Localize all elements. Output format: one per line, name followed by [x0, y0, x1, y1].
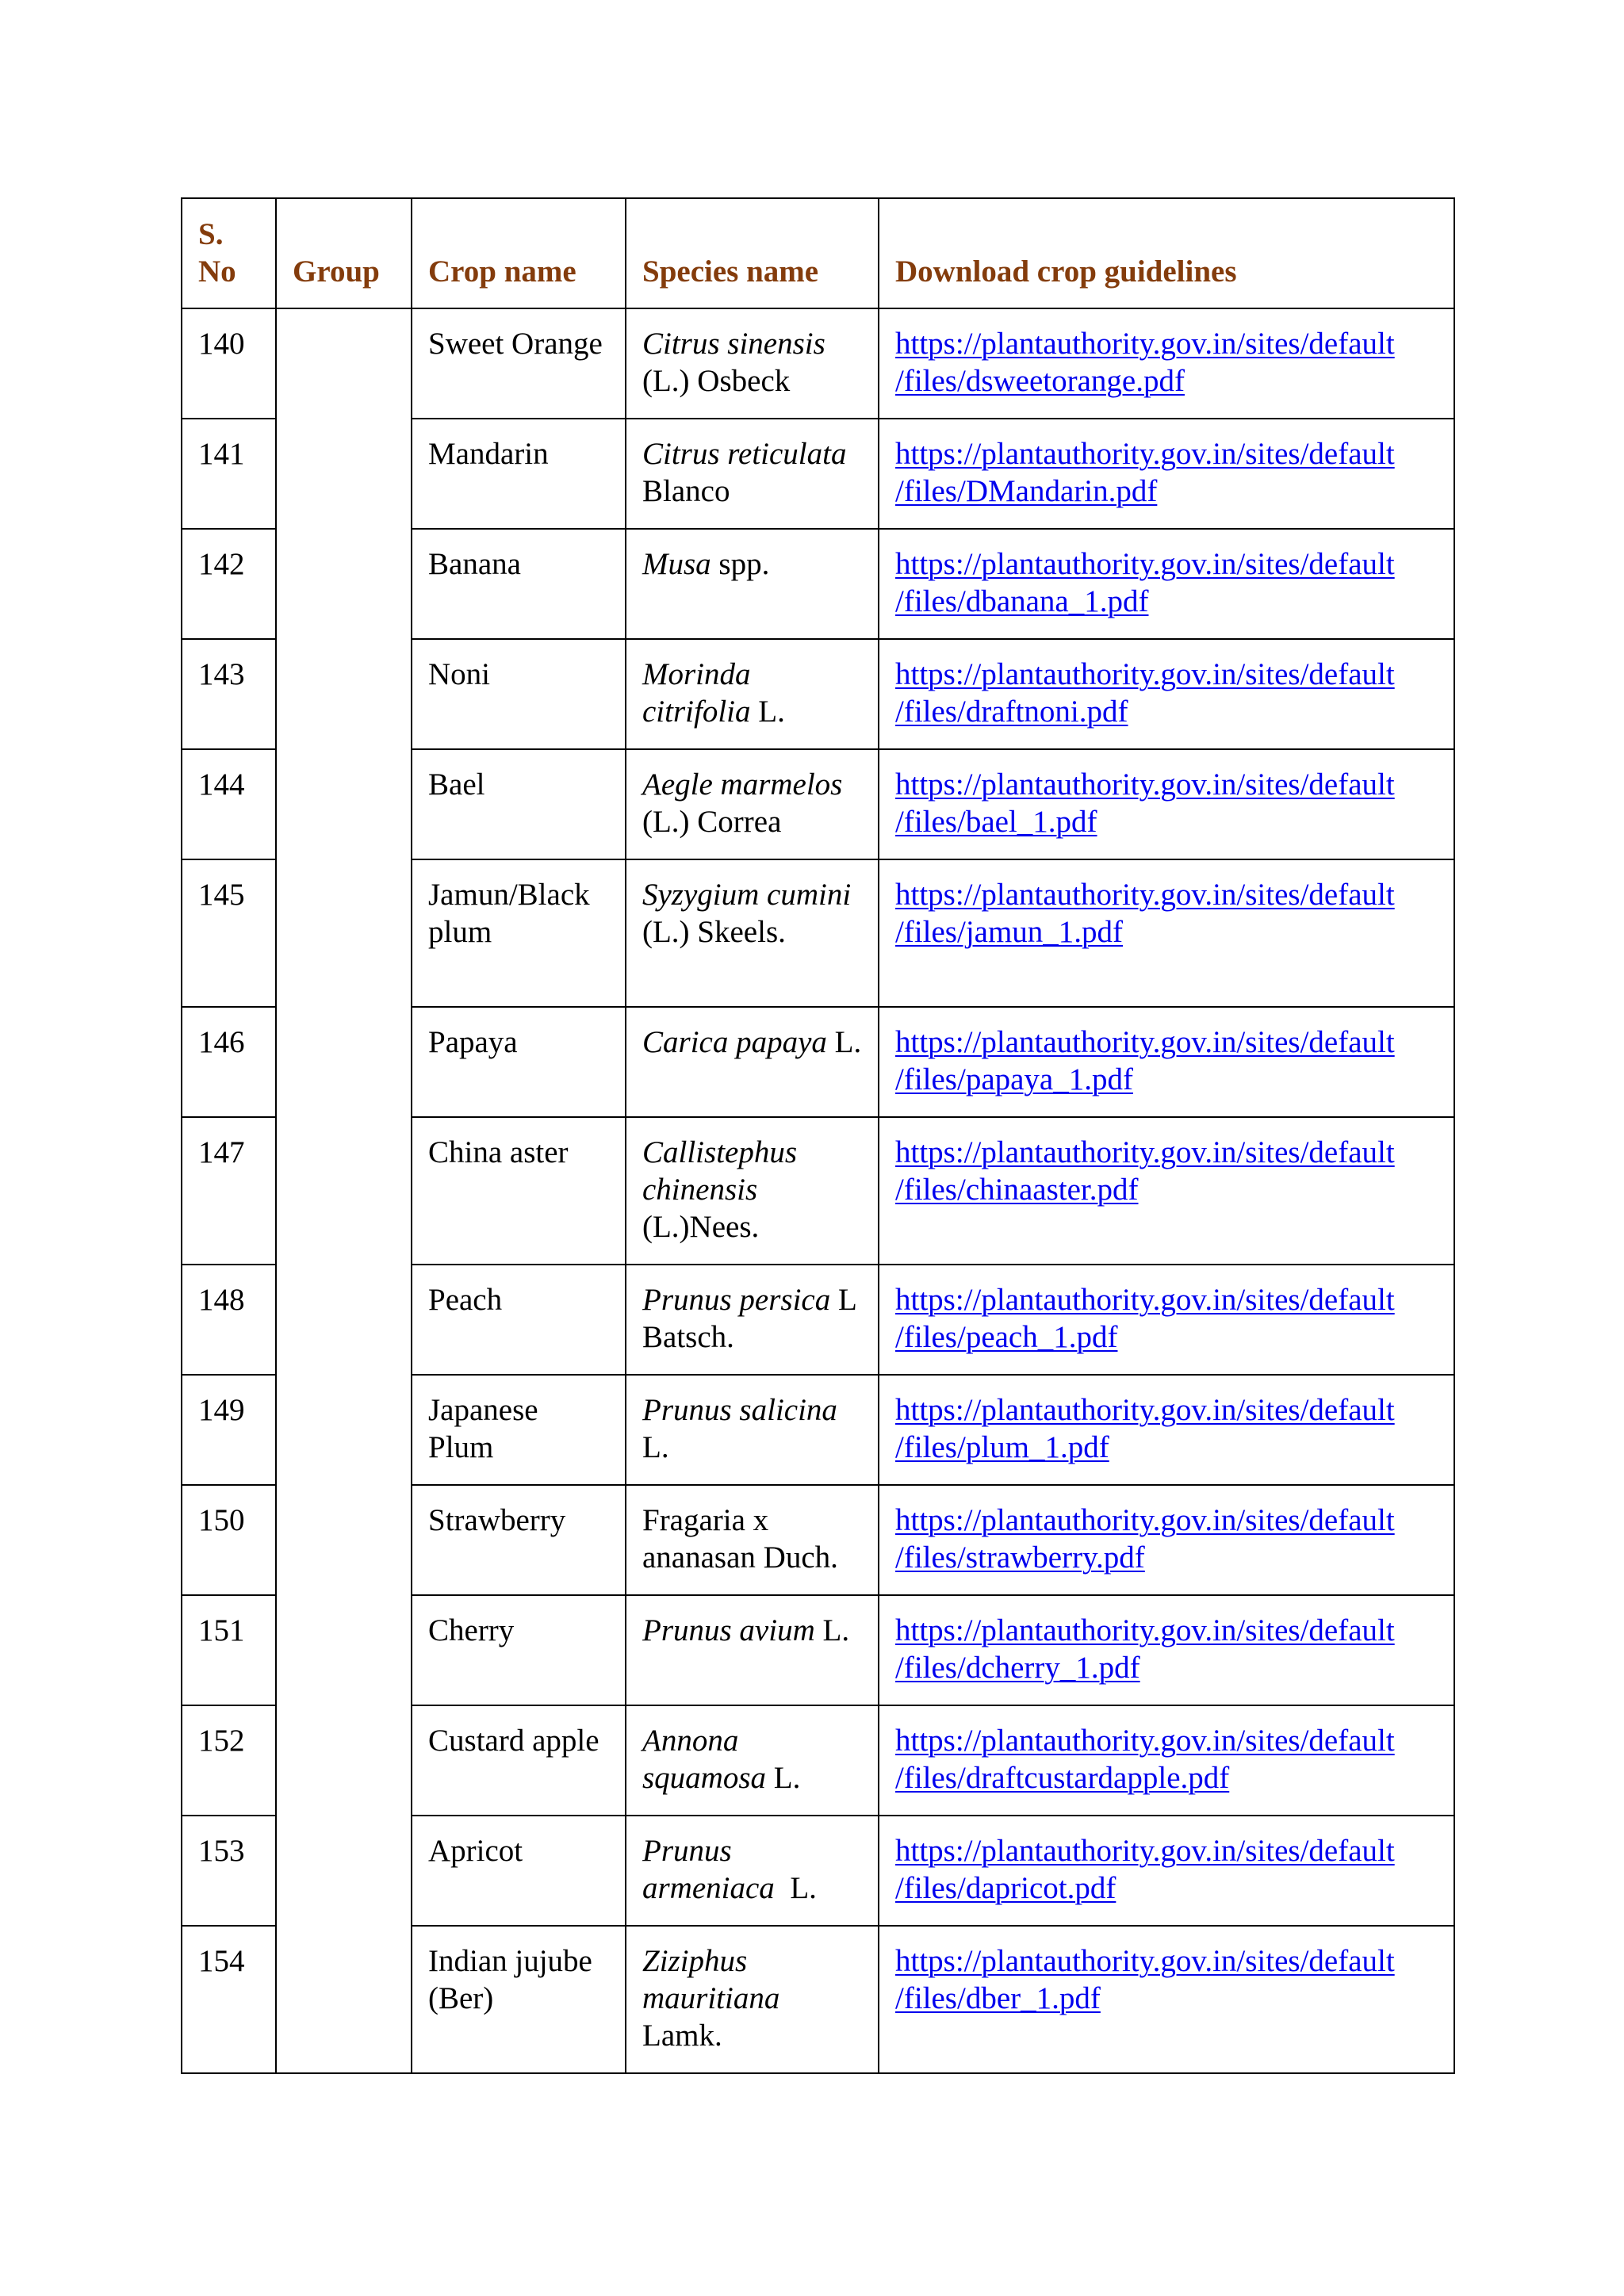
species-authority: Blanco	[642, 437, 855, 508]
cell-group	[276, 308, 412, 2073]
cell-sno: 142	[182, 529, 276, 639]
species-authority: (L.) Osbeck	[642, 327, 833, 398]
guideline-pdf-link[interactable]: https://plantauthority.gov.in/sites/default /files/dcherry_1.pdf	[895, 1613, 1395, 1685]
species-genus-italic: Annona squamosa	[642, 1724, 767, 1795]
species-authority: L.	[642, 1393, 845, 1464]
cell-download-link	[879, 1375, 1454, 1485]
cell-crop-name: Noni	[412, 639, 626, 749]
species-authority: L.	[826, 1025, 862, 1059]
cell-download-link	[879, 1007, 1454, 1117]
cell-species-name	[626, 1117, 879, 1265]
species-genus-italic: Carica papaya	[642, 1025, 827, 1059]
cell-download-link	[879, 1265, 1454, 1375]
cell-crop-name: Bael	[412, 749, 626, 859]
species-genus-italic: Ziziphus mauritiana	[642, 1944, 780, 2015]
species-genus-italic: Syzygium cumini	[642, 878, 852, 912]
species-authority: Lamk.	[642, 1981, 788, 2053]
cell-sno: 148	[182, 1265, 276, 1375]
cell-species-name	[626, 749, 879, 859]
table-header-row	[182, 198, 1454, 308]
cell-download-link	[879, 419, 1454, 529]
cell-crop-name: Japanese Plum	[412, 1375, 626, 1485]
header-group: Group	[276, 198, 412, 308]
cell-download-link	[879, 1117, 1454, 1265]
species-genus-italic: Morinda citrifolia	[642, 657, 751, 729]
cell-crop-name: Custard apple	[412, 1705, 626, 1816]
guideline-pdf-link[interactable]: https://plantauthority.gov.in/sites/default /files/dsweetorange.pdf	[895, 327, 1395, 398]
cell-sno: 153	[182, 1816, 276, 1926]
cell-sno: 151	[182, 1595, 276, 1705]
cell-species-name	[626, 639, 879, 749]
cell-crop-name: Mandarin	[412, 419, 626, 529]
species-authority: (L.)Nees.	[642, 1173, 765, 1244]
cell-species-name	[626, 1265, 879, 1375]
guideline-pdf-link[interactable]: https://plantauthority.gov.in/sites/default /files/papaya_1.pdf	[895, 1025, 1395, 1096]
cell-species-name	[626, 1375, 879, 1485]
species-genus-italic: Citrus reticulata	[642, 437, 847, 471]
cell-download-link	[879, 1485, 1454, 1595]
cell-crop-name: Papaya	[412, 1007, 626, 1117]
cell-crop-name: China aster	[412, 1117, 626, 1265]
guideline-pdf-link[interactable]: https://plantauthority.gov.in/sites/default /files/dbanana_1.pdf	[895, 547, 1395, 618]
cell-species-name	[626, 1007, 879, 1117]
cell-crop-name: Jamun/Black plum	[412, 859, 626, 1007]
cell-crop-name: Indian jujube (Ber)	[412, 1926, 626, 2073]
cell-download-link	[879, 1816, 1454, 1926]
header-species-name: Species name	[626, 198, 879, 308]
species-genus-italic: Prunus salicina	[642, 1393, 837, 1427]
cell-species-name	[626, 859, 879, 1007]
cell-download-link	[879, 1705, 1454, 1816]
cell-crop-name: Cherry	[412, 1595, 626, 1705]
guideline-pdf-link[interactable]: https://plantauthority.gov.in/sites/default /files/dapricot.pdf	[895, 1834, 1395, 1905]
cell-species-name	[626, 1595, 879, 1705]
cell-species-name	[626, 529, 879, 639]
guideline-pdf-link[interactable]: https://plantauthority.gov.in/sites/default /files/plum_1.pdf	[895, 1393, 1395, 1464]
species-authority: L.	[766, 1761, 801, 1795]
cell-download-link	[879, 529, 1454, 639]
guideline-pdf-link[interactable]: https://plantauthority.gov.in/sites/default /files/bael_1.pdf	[895, 767, 1395, 839]
species-authority: spp.	[710, 547, 770, 581]
species-authority: L.	[774, 1871, 817, 1905]
crop-guidelines-table	[181, 197, 1455, 2074]
guideline-pdf-link[interactable]: https://plantauthority.gov.in/sites/default /files/DMandarin.pdf	[895, 437, 1395, 508]
table-body	[182, 308, 1454, 2073]
species-authority: Fragaria x ananasan Duch.	[642, 1503, 838, 1575]
species-authority: (L.) Correa	[642, 767, 851, 839]
species-authority: L.	[814, 1613, 850, 1647]
cell-crop-name: Apricot	[412, 1816, 626, 1926]
species-genus-italic: Prunus persica	[642, 1283, 831, 1317]
cell-species-name	[626, 1705, 879, 1816]
species-genus-italic: Prunus armeniaca	[642, 1834, 775, 1905]
table-row	[182, 308, 1454, 419]
cell-species-name	[626, 1485, 879, 1595]
guideline-pdf-link[interactable]: https://plantauthority.gov.in/sites/default /files/strawberry.pdf	[895, 1503, 1395, 1575]
cell-sno: 143	[182, 639, 276, 749]
cell-sno: 146	[182, 1007, 276, 1117]
species-genus-italic: Citrus sinensis	[642, 327, 825, 361]
cell-download-link	[879, 639, 1454, 749]
cell-sno: 149	[182, 1375, 276, 1485]
cell-download-link	[879, 308, 1454, 419]
guideline-pdf-link[interactable]: https://plantauthority.gov.in/sites/default /files/chinaaster.pdf	[895, 1135, 1395, 1207]
cell-species-name	[626, 308, 879, 419]
cell-sno: 154	[182, 1926, 276, 2073]
cell-sno: 140	[182, 308, 276, 419]
cell-sno: 152	[182, 1705, 276, 1816]
cell-crop-name: Banana	[412, 529, 626, 639]
cell-crop-name: Peach	[412, 1265, 626, 1375]
cell-download-link	[879, 749, 1454, 859]
guideline-pdf-link[interactable]: https://plantauthority.gov.in/sites/default /files/draftcustardapple.pdf	[895, 1724, 1395, 1795]
guideline-pdf-link[interactable]: https://plantauthority.gov.in/sites/default /files/draftnoni.pdf	[895, 657, 1395, 729]
guideline-pdf-link[interactable]: https://plantauthority.gov.in/sites/default /files/dber_1.pdf	[895, 1944, 1395, 2015]
cell-species-name	[626, 1816, 879, 1926]
species-genus-italic: Aegle marmelos	[642, 767, 843, 802]
species-authority: L.	[750, 695, 785, 729]
guideline-pdf-link[interactable]: https://plantauthority.gov.in/sites/default /files/jamun_1.pdf	[895, 878, 1395, 949]
species-authority: (L.) Skeels.	[642, 878, 859, 949]
header-sno: S. No	[182, 198, 276, 308]
header-download-guidelines: Download crop guidelines	[879, 198, 1454, 308]
species-authority: L Batsch.	[642, 1283, 864, 1354]
header-crop-name: Crop name	[412, 198, 626, 308]
species-genus-italic: Callistephus chinensis	[642, 1135, 798, 1207]
species-genus-italic: Musa	[642, 547, 711, 581]
cell-species-name	[626, 1926, 879, 2073]
cell-download-link	[879, 1595, 1454, 1705]
cell-sno: 144	[182, 749, 276, 859]
cell-crop-name: Sweet Orange	[412, 308, 626, 419]
cell-crop-name: Strawberry	[412, 1485, 626, 1595]
cell-species-name	[626, 419, 879, 529]
cell-sno: 150	[182, 1485, 276, 1595]
species-genus-italic: Prunus avium	[642, 1613, 815, 1647]
cell-sno: 145	[182, 859, 276, 1007]
cell-sno: 147	[182, 1117, 276, 1265]
guideline-pdf-link[interactable]: https://plantauthority.gov.in/sites/default /files/peach_1.pdf	[895, 1283, 1395, 1354]
cell-download-link	[879, 859, 1454, 1007]
cell-download-link	[879, 1926, 1454, 2073]
cell-sno: 141	[182, 419, 276, 529]
